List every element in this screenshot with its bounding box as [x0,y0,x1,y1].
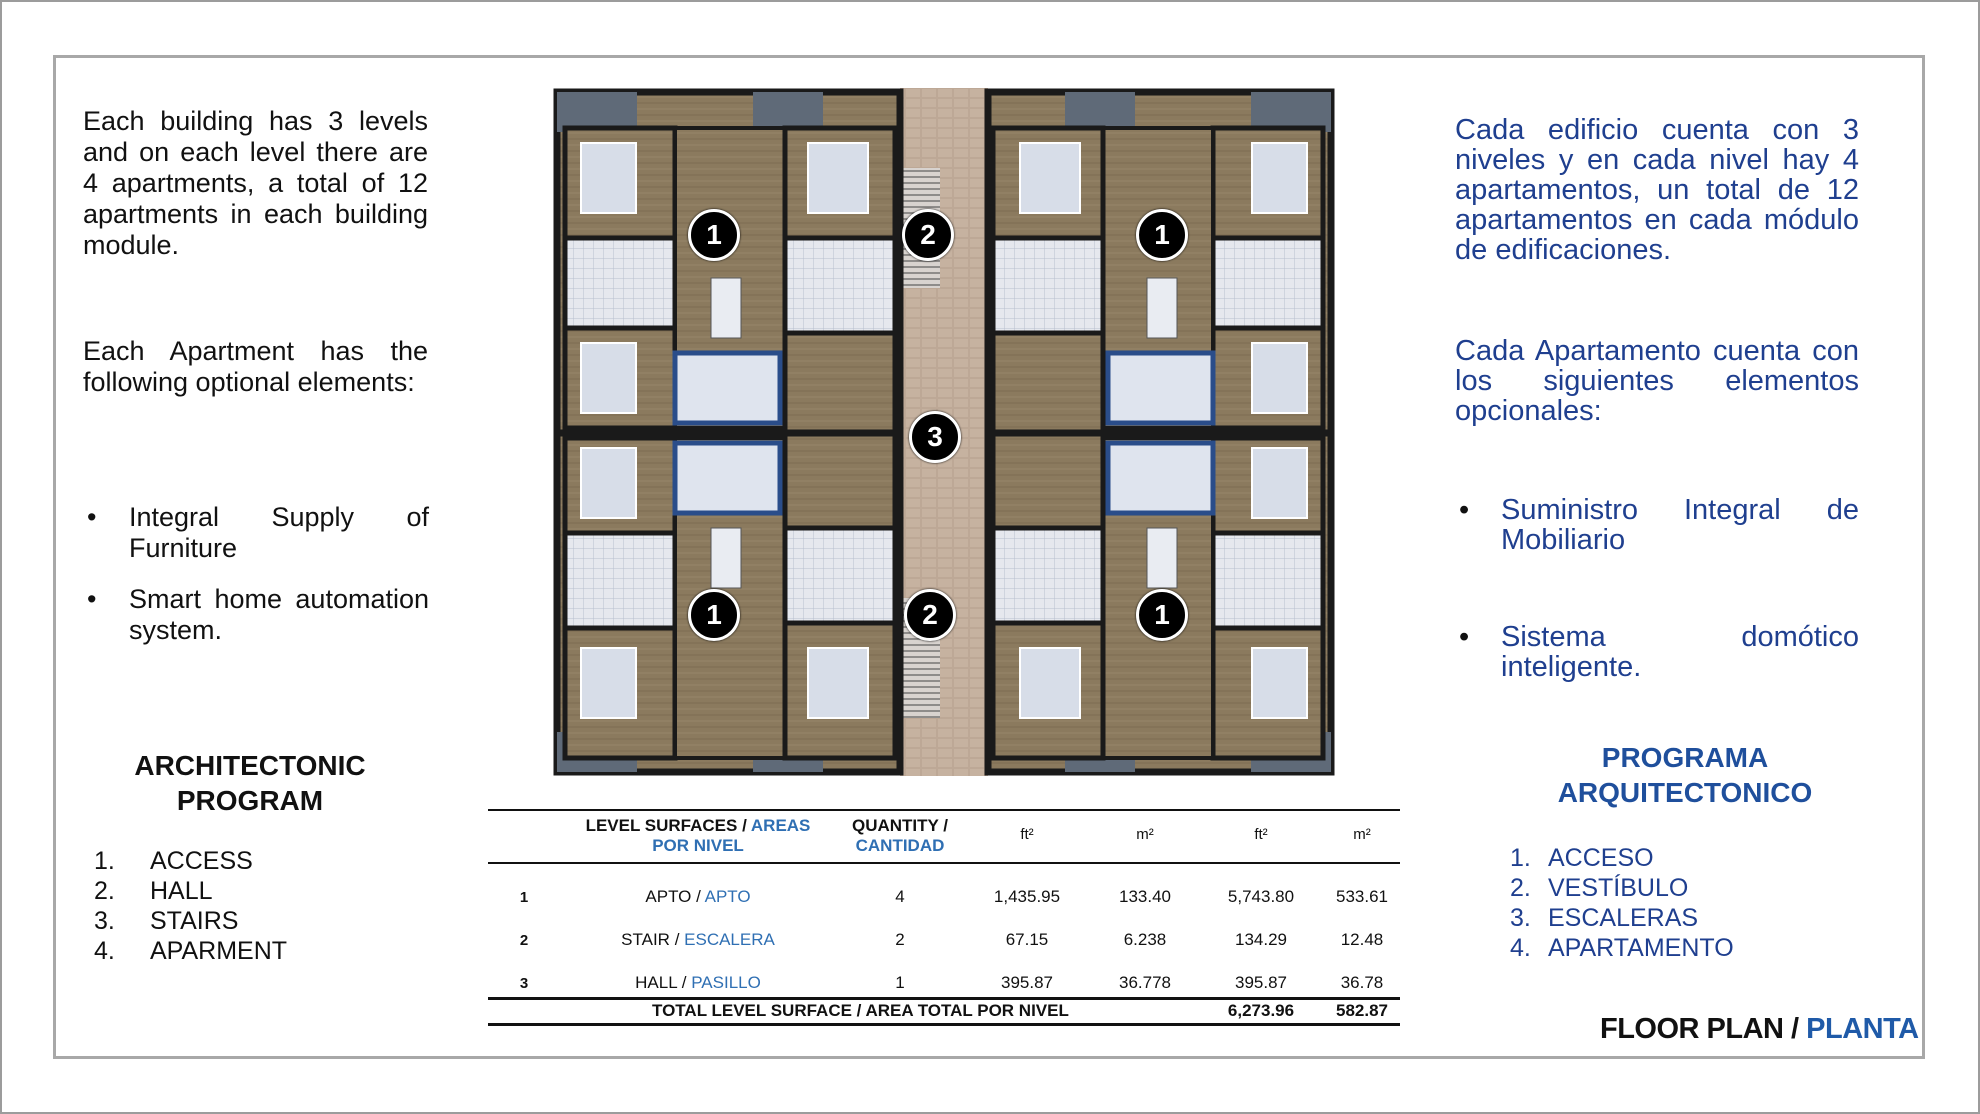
program-list-en [94,846,287,966]
intro-text-es: Cada edificio cuenta con 3 niveles y en cada nivel hay 4 apartamentos, un total de 12 apartamentos en cada módulo de edificaciones. [1455,114,1859,266]
program-item: 4. APARTAMENTO [1510,934,1734,962]
floor-plan-caption: FLOOR PLAN / PLANTA [1600,1013,1919,1045]
plan-marker-hall: 2 [904,589,956,641]
elements-intro-es: Cada Apartamento cuenta con los siguientes elementos opcionales: [1455,335,1859,427]
header-quantity: QUANTITY / CANTIDAD [851,816,949,855]
bullet-dot-icon: • [1459,621,1470,653]
program-item: 1. ACCESO [1510,844,1654,872]
total-ft: 6,273.96 [1227,1001,1295,1020]
header-unit-ft: ft² [1020,826,1034,843]
bullet-item: • Sistema domótico inteligente. [1459,621,1859,683]
bullet-list-es [1459,494,1859,749]
program-title-en: ARCHITECTONIC PROGRAM [134,750,366,816]
table-top-rule [488,809,1400,811]
header-unit-m-total: m² [1353,826,1371,843]
bullet-dot-icon: • [1459,494,1470,526]
elements-intro-en: Each Apartment has the following optional elements: [83,336,428,397]
bullet-dot-icon: • [87,584,97,614]
program-item: 3. ESCALERAS [1510,904,1699,932]
total-m: 582.87 [1336,1001,1388,1020]
plan-marker-apartment: 1 [688,209,740,261]
header-level-surfaces: LEVEL SURFACES / AREAS POR NIVEL [585,816,811,855]
plan-marker-apartment: 1 [1136,209,1188,261]
plan-marker-apartment: 1 [1136,589,1188,641]
header-unit-ft-total: ft² [1254,826,1268,843]
program-item: 1. ACCESS [94,847,253,875]
bullet-list-en [87,502,429,666]
table-header-rule [488,862,1400,864]
intro-text-en: Each building has 3 levels and on each level there are 4 apartments, a total of 12 apartments in each building module. [83,106,428,260]
program-item: 3. STAIRS [94,907,239,935]
table-total-rule [488,997,1400,1000]
program-item: 2. VESTÍBULO [1510,874,1689,902]
bullet-item: • Smart home automation system. [87,584,429,645]
plan-marker-hall: 2 [902,209,954,261]
header-unit-m: m² [1136,826,1154,843]
bullet-dot-icon: • [87,502,97,532]
program-list-es [1510,843,1734,963]
plan-marker-apartment: 1 [688,589,740,641]
program-title-es: PROGRAMA ARQUITECTONICO [1557,742,1813,808]
bullet-item: • Integral Supply of Furniture [87,502,429,563]
program-item: 2. HALL [94,877,213,905]
bullet-item: • Suministro Integral de Mobiliario [1459,494,1859,556]
plan-marker-stairs: 3 [909,411,961,463]
total-label: TOTAL LEVEL SURFACE / AREA TOTAL POR NIVEL [652,1001,1069,1020]
table-bottom-rule [488,1023,1400,1026]
program-item: 4. APARMENT [94,937,288,965]
floor-plan [553,88,1335,776]
